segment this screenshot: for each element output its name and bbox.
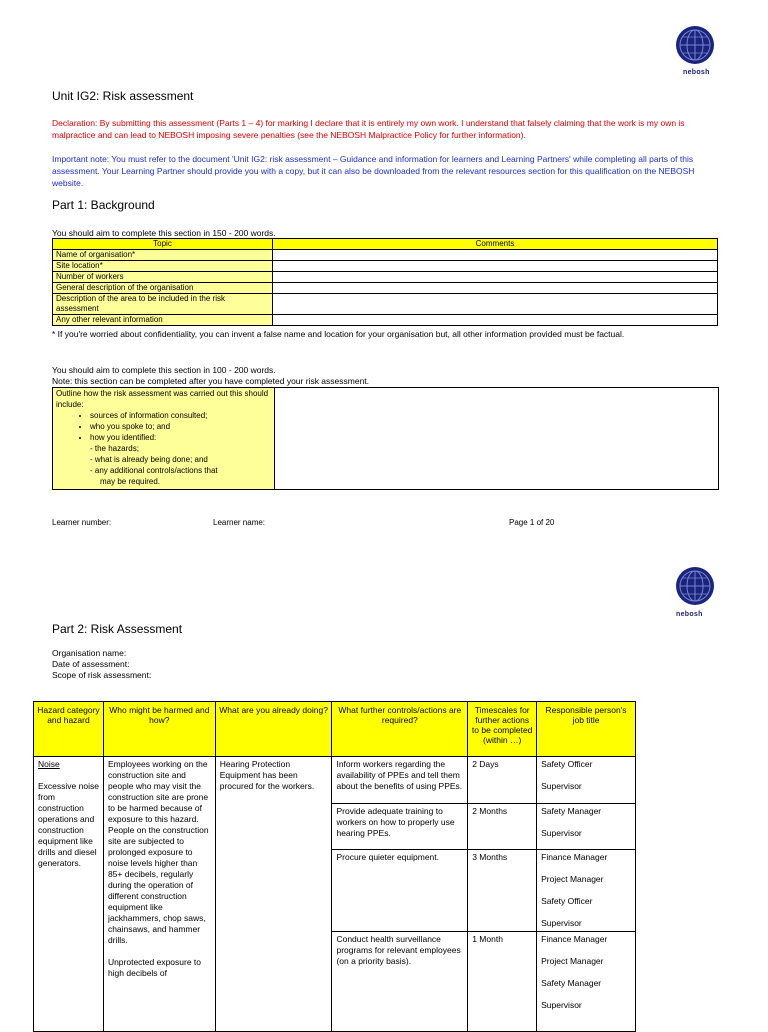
- logo-text: nebosh: [683, 69, 710, 76]
- responsible-person: Supervisor: [541, 828, 582, 838]
- declaration-text: Declaration: By submitting this assessment (Parts 1 – 4) for marking I declare that it is entirely my own work. I understand that falsely claiming that the work is my own is malpractice and can lead to NEBOSH imposing severe penalties (see the NEBOSH Malpractice Policy for further information).: [52, 118, 685, 140]
- already-doing-cell[interactable]: Hearing Protection Equipment has been procured for the workers.: [215, 757, 332, 1032]
- important-note: Important note: You must refer to the document 'Unit IG2: risk assessment – Guidance and information for learners and Learning Partners' while completing all parts of this assessment. Your Learning Partner should provide you with a copy, but it can also be downloaded from the relevant resources section for this qualification on the NEBOSH website.: [52, 154, 695, 188]
- timescale-cell[interactable]: 2 Days: [468, 757, 537, 804]
- responsible-person: Finance Manager: [541, 852, 608, 862]
- outline-sub-item: - what is already being done; and: [90, 455, 208, 464]
- topic-cell: General description of the organisation: [53, 283, 273, 294]
- already-doing-header: What are you already doing?: [215, 702, 332, 757]
- scope-label: Scope of risk assessment:: [52, 670, 152, 680]
- topic-cell: Any other relevant information: [53, 315, 273, 326]
- comment-cell[interactable]: [273, 250, 718, 261]
- outline-sub-list: [56, 443, 271, 487]
- comment-cell[interactable]: [273, 261, 718, 272]
- control-cell[interactable]: Provide adequate training to workers on how to properly use hearing PPEs.: [332, 804, 468, 850]
- responsible-person-header: Responsible person's job title: [537, 702, 636, 757]
- outline-sub-item: - any additional controls/actions that: [90, 466, 218, 475]
- outline-bullet: • sources of information consulted;: [90, 410, 271, 421]
- nebosh-logo: [675, 25, 715, 65]
- nebosh-globe-icon: [675, 25, 715, 65]
- responsible-person: Supervisor: [541, 918, 582, 928]
- comments-header: Comments: [273, 239, 718, 250]
- topic-cell: Name of organisation*: [53, 250, 273, 261]
- responsible-cell[interactable]: [537, 804, 636, 850]
- confidentiality-footnote: * If you're worried about confidentiality, you can invent a false name and location for your organisation but, all other information provided must be factual.: [52, 329, 625, 339]
- topic-header: Topic: [53, 239, 273, 250]
- timescale-cell[interactable]: 1 Month: [468, 932, 537, 1032]
- responsible-cell[interactable]: [537, 850, 636, 932]
- page-title: Unit IG2: Risk assessment: [52, 89, 194, 103]
- topic-cell: Description of the area to be included in the risk assessment: [53, 294, 273, 315]
- hazard-cell[interactable]: [34, 757, 104, 1032]
- topic-cell: Number of workers: [53, 272, 273, 283]
- risk-assessment-table: [33, 701, 636, 1032]
- part2-title: Part 2: Risk Assessment: [52, 622, 183, 636]
- hazard-title: Noise: [38, 759, 60, 769]
- responsible-cell[interactable]: [537, 757, 636, 804]
- learner-name-label: Learner name:: [213, 518, 266, 527]
- responsible-person: Supervisor: [541, 1000, 582, 1010]
- organisation-name-label: Organisation name:: [52, 648, 127, 658]
- further-controls-header: What further controls/actions are required?: [332, 702, 468, 757]
- part1-title: Part 1: Background: [52, 198, 155, 212]
- part1-note-2: Note: this section can be completed after you have completed your risk assessment.: [52, 376, 370, 386]
- part1-instruction: You should aim to complete this section in 150 - 200 words.: [52, 228, 276, 238]
- responsible-person: Project Manager: [541, 874, 604, 884]
- logo-text: nebosh: [676, 611, 703, 618]
- timescales-header: Timescales for further actions to be completed (within …): [468, 702, 537, 757]
- responsible-person: Project Manager: [541, 956, 604, 966]
- responsible-person: Safety Officer: [541, 896, 593, 906]
- outline-sub-item: - the hazards;: [90, 444, 139, 453]
- outline-answer-cell[interactable]: [275, 388, 719, 490]
- responsible-person: Safety Manager: [541, 806, 602, 816]
- responsible-person: Safety Officer: [541, 759, 593, 769]
- timescale-cell[interactable]: 2 Months: [468, 804, 537, 850]
- nebosh-globe-icon: [675, 566, 715, 606]
- part2-fields: [52, 648, 151, 681]
- learner-number-label: Learner number:: [52, 518, 112, 527]
- comment-cell[interactable]: [273, 294, 718, 315]
- hazard-description: Excessive noise from construction operations and construction equipment like drills and diesel generators.: [38, 781, 99, 868]
- control-cell[interactable]: Procure quieter equipment.: [332, 850, 468, 932]
- outline-prompt: [53, 388, 275, 490]
- hazard-header: Hazard category and hazard: [34, 702, 104, 757]
- timescale-cell[interactable]: 3 Months: [468, 850, 537, 932]
- who-harmed-para: People on the construction site are subjected to prolonged exposure to noise levels higher than 85+ decibels, regularly during the operation of different construction equipment like jackhammers, chop saws, chainsaws, and hammer drills.: [107, 825, 209, 945]
- date-of-assessment-label: Date of assessment:: [52, 659, 130, 669]
- outline-sub-item: may be required.: [100, 477, 161, 486]
- background-table: [52, 238, 718, 326]
- outline-bullet: • how you identified:: [90, 432, 271, 443]
- outline-table: [52, 387, 719, 490]
- comment-cell[interactable]: [273, 283, 718, 294]
- who-harmed-para: Unprotected exposure to high decibels of: [107, 957, 202, 978]
- topic-cell: Site location*: [53, 261, 273, 272]
- responsible-person: Safety Manager: [541, 978, 602, 988]
- responsible-person: Finance Manager: [541, 934, 608, 944]
- control-cell[interactable]: Conduct health surveillance programs for relevant employees (on a priority basis).: [332, 932, 468, 1032]
- outline-bullets: [56, 410, 271, 443]
- comment-cell[interactable]: [273, 315, 718, 326]
- outline-bullet: • who you spoke to; and: [90, 421, 271, 432]
- who-harmed-header: Who might be harmed and how?: [103, 702, 215, 757]
- part1-instruction-2: You should aim to complete this section in 100 - 200 words.: [52, 365, 276, 375]
- responsible-person: Supervisor: [541, 781, 582, 791]
- page-number: Page 1 of 20: [509, 518, 555, 527]
- nebosh-logo: [675, 566, 715, 606]
- who-harmed-para: Employees working on the construction site and people who may visit the construction site are prone to be harmed because of exposure to this hazard.: [107, 759, 209, 824]
- outline-intro: Outline how the risk assessment was carried out this should include:: [56, 389, 269, 409]
- who-harmed-cell[interactable]: [103, 757, 215, 1032]
- comment-cell[interactable]: [273, 272, 718, 283]
- responsible-cell[interactable]: [537, 932, 636, 1032]
- control-cell[interactable]: Inform workers regarding the availability of PPEs and tell them about the benefits of using PPEs.: [332, 757, 468, 804]
